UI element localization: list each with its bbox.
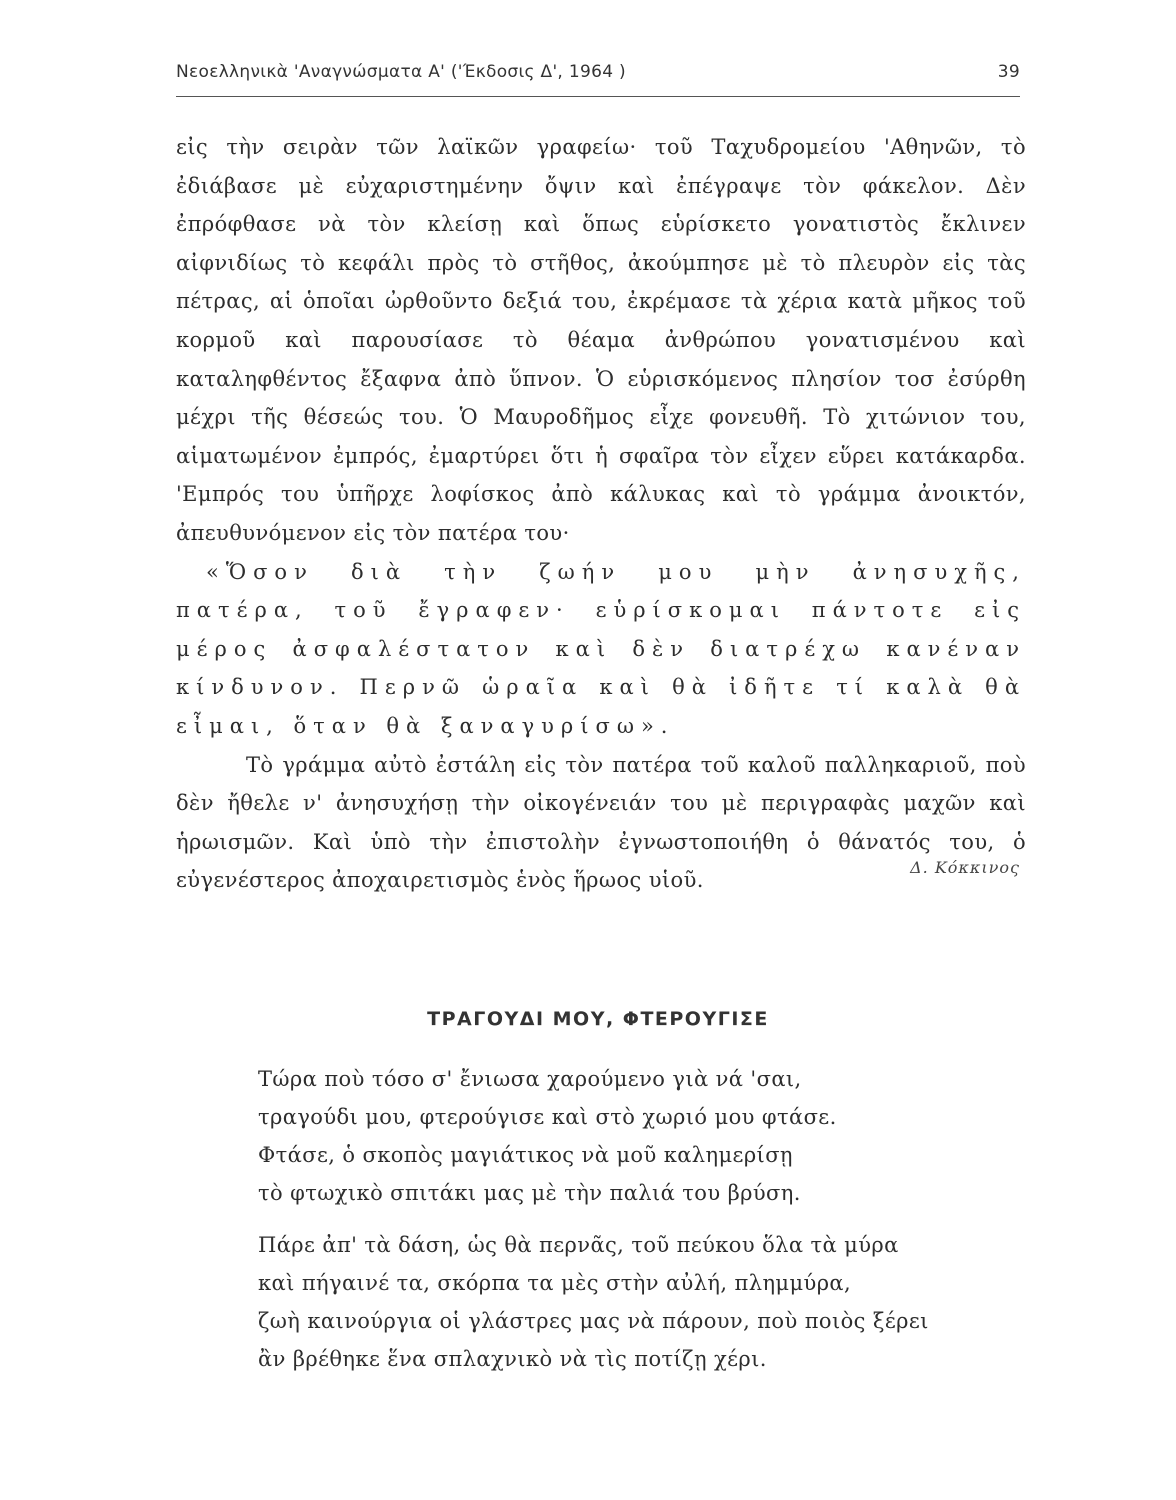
poem-title: ΤΡΑΓΟΥΔΙ ΜΟΥ, ΦΤΕΡΟΥΓΙΣΕ	[427, 1008, 769, 1030]
quoted-letter: «Ὅσον διὰ τὴν ζωήν μου μὴν ἀνησυχῆς, πατέρα, τοῦ ἔγραφεν· εὑρίσκομαι πάντοτε εἰς μέρος ἀσφαλέστατον καὶ δὲν διατρέχω κανέναν κίνδυνον. Περνῶ ὡραῖα καὶ θὰ ἰδῆτε τί καλὰ θὰ εἶμαι, ὅταν θὰ ξαναγυρίσω».	[176, 559, 1026, 738]
page-number: 39	[997, 62, 1020, 82]
verse-line: Τώρα ποὺ τόσο σ' ἔνιωσα χαρούμενο γιὰ νά 'σαι,	[258, 1067, 802, 1091]
verse-line: Φτάσε, ὁ σκοπὸς μαγιάτικος νὰ μοῦ καλημερίσῃ	[258, 1143, 793, 1167]
prose-paragraph-1: εἰς τὴν σειρὰν τῶν λαϊκῶν γραφείω· τοῦ Ταχυδρομείου 'Αθηνῶν, τὸ ἐδιάβασε μὲ εὐχαριστημένην ὄψιν καὶ ἐπέγραψε τὸν φάκελον. Δὲν ἐπρόφθασε νὰ τὸν κλείσῃ καὶ ὅπως εὑρίσκετο γονατιστὸς ἔκλινεν αἰφνιδίως τὸ κεφάλι πρὸς τὸ στῆθος, ἀκούμπησε μὲ τὸ πλευρὸν εἰς τὰς πέτρας, αἱ ὁποῖαι ὠρθοῦντο δεξιά του, ἐκρέμασε τὰ χέρια κατὰ μῆκος τοῦ κορμοῦ καὶ παρουσίασε τὸ θέαμα ἀνθρώπου γονατισμένου καὶ καταληφθέντος ἔξαφνα ἀπὸ ὕπνον. Ὁ εὑρισκόμενος πλησίον τοσ ἐσύρθη μέχρι τῆς θέσεώς του. Ὁ Μαυροδῆμος εἶχε φονευθῆ. Τὸ χιτώνιον του, αἱματωμένον ἐμπρός, ἐμαρτύρει ὅτι ἡ σφαῖρα τὸν εἶχεν εὕρει κατάκαρδα. 'Εμπρός του ὑπῆρχε λοφίσκος ἀπὸ κάλυκας καὶ τὸ γράμμα ἀνοικτόν, ἀπευθυνόμενον εἰς τὸν πατέρα του·	[176, 135, 1026, 545]
prose-text	[176, 128, 1026, 900]
prose-paragraph-2: Τὸ γράμμα αὐτὸ ἐστάλη εἰς τὸν πατέρα τοῦ καλοῦ παλληκαριοῦ, ποὺ δὲν ἤθελε ν' ἀνησυχήσῃ τὴν οἰκογένειάν του μὲ περιγραφὰς μαχῶν καὶ ἡρωισμῶν. Καὶ ὑπὸ τὴν ἐπιστολὴν ἐγνωστοποιήθη ὁ θάνατός του, ὁ εὐγενέστερος ἀποχαιρετισμὸς ἑνὸς ἥρωος υἱοῦ.	[176, 752, 1026, 893]
author-signature: Δ. Κόκκινος	[910, 858, 1020, 877]
running-header	[176, 60, 1020, 97]
running-title: Νεοελληνικὰ 'Αναγνώσματα Α' ('Έκδοσις Δ', 1964 )	[176, 62, 626, 82]
verse-line: ζωὴ καινούργια οἱ γλάστρες μας νὰ πάρουν, ποὺ ποιὸς ξέρει	[258, 1309, 929, 1333]
verse-line: τὸ φτωχικὸ σπιτάκι μας μὲ τὴν παλιά του βρύση.	[258, 1181, 801, 1205]
poem-stanza-1	[258, 1060, 1038, 1212]
verse-line: ἂν βρέθηκε ἕνα σπλαχνικὸ νὰ τὶς ποτίζῃ χέρι.	[258, 1347, 767, 1371]
verse-line: Πάρε ἀπ' τὰ δάση, ὡς θὰ περνᾶς, τοῦ πεύκου ὅλα τὰ μύρα	[258, 1233, 899, 1257]
poem-stanza-2	[258, 1226, 1038, 1378]
verse-line: καὶ πήγαινέ τα, σκόρπα τα μὲς στὴν αὐλή, πλημμύρα,	[258, 1271, 852, 1295]
verse-line: τραγούδι μου, φτερούγισε καὶ στὸ χωριό μου φτάσε.	[258, 1105, 837, 1129]
